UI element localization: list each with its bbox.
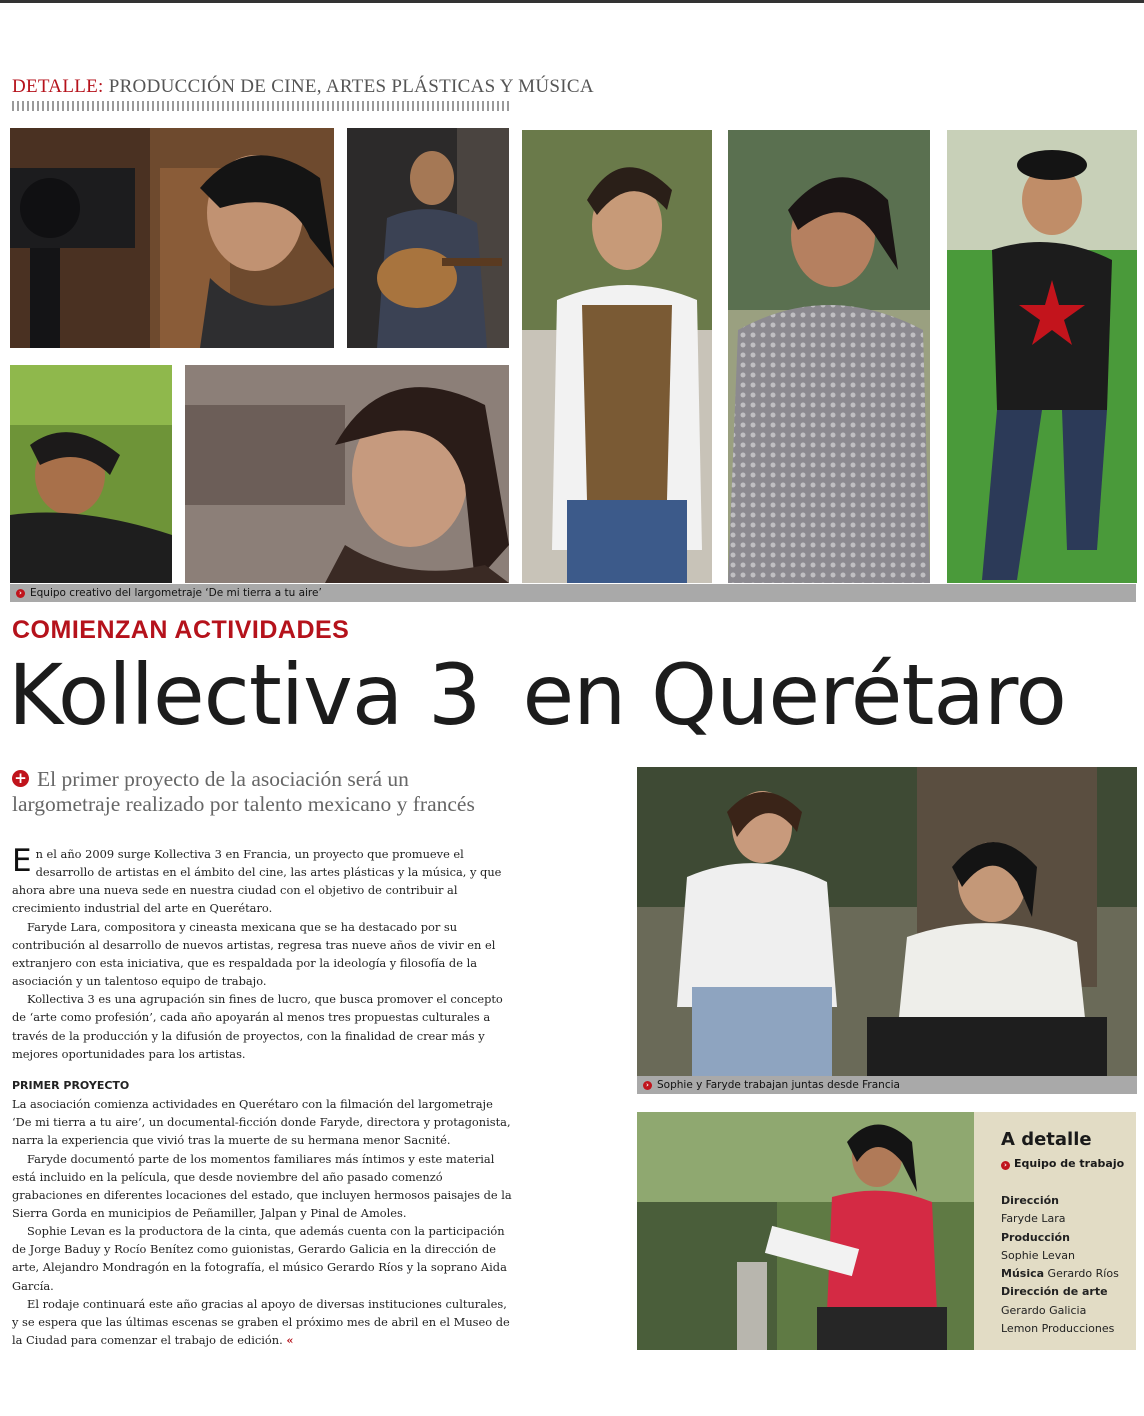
headline-part2: en Querétaro (522, 646, 1066, 744)
photo-sophie-faryde (637, 767, 1137, 1076)
subhead-primer-proyecto: PRIMER PROYECTO (12, 1078, 130, 1092)
photo-man-grass (10, 365, 172, 583)
credit-musica-label: Música (1001, 1267, 1045, 1281)
section-title: PRODUCCIÓN DE CINE, ARTES PLÁSTICAS Y MÚSICA (108, 76, 594, 97)
photo-man-hat (947, 130, 1137, 583)
paragraph-1 (12, 845, 512, 918)
credit-produccion-label: Producción (1001, 1230, 1070, 1244)
paragraph-1-text: n el año 2009 surge Kollectiva 3 en Francia, un proyecto que promueve el desarrollo de artistas en el ámbito del cine, las artes plásticas y la música, y que ahora abre una nueva sede en nuestra ciudad con el objetivo de contribuir al crecimiento industrial del arte en Querétaro. (12, 847, 502, 916)
photo-woman-railway (185, 365, 509, 583)
paragraph-6: Sophie Levan es la productora de la cinta, que además cuenta con la participación de Jorge Baduy y Rocío Benítez como guionistas, Gerardo Galicia en la dirección de arte, Alejandro Mondragón en la fotografía, el músico Gerardo Ríos y la soprano Aida García. (12, 1224, 507, 1293)
section-label: DETALLE: (12, 76, 104, 97)
headline (8, 640, 1066, 750)
credit-direccion-value: Faryde Lara (1001, 1212, 1066, 1226)
sidebar-box (974, 1112, 1136, 1350)
credit-musica-value: Gerardo Ríos (1047, 1267, 1119, 1281)
plus-icon: + (12, 770, 29, 787)
section-tick-rule (12, 101, 509, 111)
end-mark: « (286, 1333, 294, 1348)
sidebar-title: A detalle (1001, 1129, 1092, 1150)
paragraph-7 (12, 1295, 512, 1349)
headline-part1: Kollectiva 3 (8, 646, 481, 744)
dropcap: E (12, 843, 32, 879)
paragraph-5: Faryde documentó parte de los momentos familiares más íntimos y este material está incluido en la película, que desde noviembre del año pasado comenzó grabaciones en diferentes locaciones del estado, que incluyen hermosos paisajes de la Sierra Gorda en municipios de Peñamiller, Jalpan y Pinal de Amoles. (12, 1151, 512, 1220)
credit-arte-value-1: Gerardo Galicia (1001, 1303, 1087, 1317)
kicker: COMIENZAN ACTIVIDADES (12, 616, 350, 644)
caption-sophie-faryde: Sophie y Faryde trabajan juntas desde Francia (657, 1079, 900, 1091)
photo-woman-sketching (637, 1112, 974, 1350)
sidebar-credits (1001, 1192, 1119, 1338)
subheadline: El primer proyecto de la asociación será un largometraje realizado por talento mexicano y francés (12, 767, 475, 816)
article-body (12, 845, 512, 1349)
section-header (12, 76, 594, 98)
credit-arte-value-2: Lemon Producciones (1001, 1322, 1115, 1336)
top-rule (0, 0, 1144, 3)
paragraph-2: Faryde Lara, compositora y cineasta mexicana que se ha destacado por su contribución al desarrollo de nuevos artistas, regresa tras nueve años de vivir en el extranjero con esta iniciativa, que es respaldada por la ideología y filosofía de la asociación y un talentoso equipo de trabajo. (12, 919, 496, 989)
caption-arrow-icon: › (643, 1081, 652, 1090)
paragraph-7-text: El rodaje continuará este año gracias al apoyo de diversas instituciones culturales, y se espera que las últimas escenas se graben el próximo mes de abril en el Museo de la Ciudad para comenzar el trabajo de edición. (12, 1296, 510, 1348)
credit-arte-label: Dirección de arte (1001, 1285, 1108, 1299)
caption-arrow-icon: › (16, 589, 25, 598)
paragraph-3: Kollectiva 3 es una agrupación sin fines de lucro, que busca promover el concepto de ‘arte como profesión’, cada año apoyarán al menos tres propuestas culturales a través de la producción y la difusión de proyectos, con la finalidad de crear más y mejores oportunidades para los artistas. (12, 992, 503, 1061)
subheadline-block (12, 767, 492, 817)
photo-guitarist (347, 128, 509, 348)
caption-bar-team (10, 584, 1136, 602)
caption-bar-sophie-faryde (637, 1076, 1137, 1094)
credit-produccion-value: Sophie Levan (1001, 1248, 1075, 1262)
sidebar-subtitle-row (1001, 1157, 1124, 1170)
credit-direccion-label: Dirección (1001, 1194, 1059, 1207)
photo-woman-blouse (728, 130, 930, 583)
paragraph-4: La asociación comienza actividades en Querétaro con la filmación del largometraje ‘De mi tierra a tu aire’, un documental-ficción donde Faryde, directora y protagonista, narra la experiencia que vivió tras la muerte de su hermana menor Sacnité. (12, 1097, 511, 1148)
sidebar-arrow-icon: › (1001, 1161, 1010, 1170)
caption-team: Equipo creativo del largometraje ‘De mi tierra a tu aire’ (30, 587, 322, 599)
sidebar-subtitle: Equipo de trabajo (1014, 1157, 1125, 1170)
photo-man-vest (522, 130, 712, 583)
photo-camerawoman (10, 128, 334, 348)
